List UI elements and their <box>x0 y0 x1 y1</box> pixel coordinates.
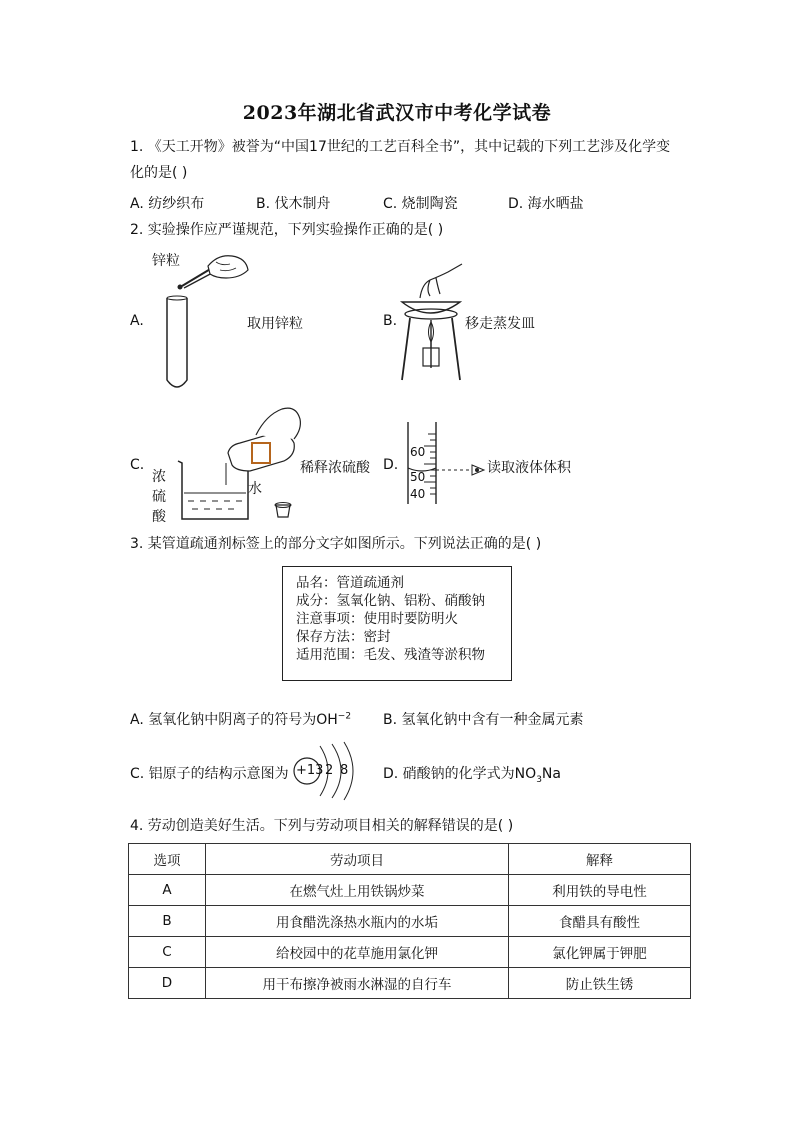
row-a-option: A <box>129 875 206 906</box>
label-line-storage: 保存方法：密封 <box>296 629 391 645</box>
label-water: 水 <box>248 481 262 497</box>
question-3-option-a[interactable] <box>130 709 351 729</box>
question-2-stem: 2. 实验操作应严谨规范，下列实验操作正确的是( ) <box>130 222 444 238</box>
row-d-explanation: 防止铁生锈 <box>509 968 691 999</box>
zinc-granule-tag: 锌粒 <box>152 253 180 269</box>
question-2-option-d-letter[interactable]: D. <box>383 457 399 473</box>
question-2-option-b-letter[interactable]: B. <box>383 313 398 329</box>
row-b-item: 用食醋洗涤热水瓶内的水垢 <box>206 906 509 937</box>
option-d-post: Na <box>541 766 561 782</box>
row-c-item: 给校园中的花草施用氯化钾 <box>206 937 509 968</box>
row-d-option: D <box>129 968 206 999</box>
label-line-caution: 注意事项：使用时要防明火 <box>296 611 458 627</box>
question-1-option-b[interactable]: B. 伐木制舟 <box>256 196 331 212</box>
cylinder-tick-60: 60 <box>410 445 426 459</box>
question-2-option-a-caption: 取用锌粒 <box>247 316 303 332</box>
atom-shell-1: 2 <box>325 763 334 778</box>
label-liu: 硫 <box>152 489 166 505</box>
diluting-acid-illustration <box>170 405 305 525</box>
question-2-option-d-caption: 读取液体体积 <box>487 460 571 476</box>
question-2-option-c-letter[interactable]: C. <box>130 457 145 473</box>
question-4-table <box>128 843 691 999</box>
row-b-explanation: 食醋具有酸性 <box>509 906 691 937</box>
test-tube-tweezers-illustration <box>160 248 260 398</box>
question-1-option-d[interactable]: D. 海水晒盐 <box>508 196 584 212</box>
cylinder-tick-40: 40 <box>410 487 426 501</box>
header-option: 选项 <box>129 844 206 875</box>
question-3-stem: 3. 某管道疏通剂标签上的部分文字如图所示。下列说法正确的是( ) <box>130 536 542 552</box>
cylinder-tick-50: 50 <box>410 470 426 484</box>
option-a-text: A. 氢氧化钠中阴离子的符号为OH <box>130 712 338 728</box>
label-line-name: 品名：管道疏通剂 <box>296 575 404 591</box>
table-header-row <box>129 844 691 875</box>
table-row[interactable] <box>129 937 691 968</box>
question-1-stem-line2: 化的是( ) <box>130 165 188 181</box>
question-2-option-a-letter[interactable]: A. <box>130 313 144 329</box>
label-nong: 浓 <box>152 469 166 485</box>
product-label-box <box>282 566 512 681</box>
row-c-option: C <box>129 937 206 968</box>
option-d-pre: D. 硝酸钠的化学式为NO <box>383 766 537 782</box>
option-a-superscript: −2 <box>337 711 352 722</box>
question-4-stem: 4. 劳动创造美好生活。下列与劳动项目相关的解释错误的是( ) <box>130 818 514 834</box>
atom-shell-2: 8 <box>340 763 349 778</box>
graduated-cylinder-eye-illustration <box>400 420 490 510</box>
question-3-option-c[interactable]: C. 铝原子的结构示意图为 <box>130 766 289 782</box>
option-d-subscript: 3 <box>536 774 542 785</box>
question-3-option-b[interactable]: B. 氢氧化钠中含有一种金属元素 <box>383 712 584 728</box>
table-row[interactable] <box>129 875 691 906</box>
question-1-stem-line1: 1. 《天工开物》被誉为“中国17世纪的工艺百科全书”，其中记载的下列工艺涉及化学变 <box>130 139 671 155</box>
row-b-option: B <box>129 906 206 937</box>
label-line-usage: 适用范围：毛发、残渣等淤积物 <box>296 647 485 663</box>
row-a-explanation: 利用铁的导电性 <box>509 875 691 906</box>
header-explanation: 解释 <box>509 844 691 875</box>
row-d-item: 用干布擦净被雨水淋湿的自行车 <box>206 968 509 999</box>
question-3-option-d[interactable] <box>383 763 561 785</box>
row-c-explanation: 氯化钾属于钾肥 <box>509 937 691 968</box>
question-1-option-c[interactable]: C. 烧制陶瓷 <box>383 196 458 212</box>
question-2-option-b-caption: 移走蒸发皿 <box>465 316 535 332</box>
table-row[interactable] <box>129 968 691 999</box>
atom-nucleus-charge: +13 <box>296 763 324 778</box>
question-2-option-c-caption: 稀释浓硫酸 <box>300 460 370 476</box>
header-labor-item: 劳动项目 <box>206 844 509 875</box>
page-title: 2023年湖北省武汉市中考化学试卷 <box>242 102 552 124</box>
label-line-ingredients: 成分：氢氧化钠、铝粉、硝酸钠 <box>296 593 485 609</box>
evaporating-dish-tripod-illustration <box>396 262 468 382</box>
question-1-option-a[interactable]: A. 纺纱织布 <box>130 196 205 212</box>
table-row[interactable] <box>129 906 691 937</box>
row-a-item: 在燃气灶上用铁锅炒菜 <box>206 875 509 906</box>
label-suan: 酸 <box>152 509 166 525</box>
